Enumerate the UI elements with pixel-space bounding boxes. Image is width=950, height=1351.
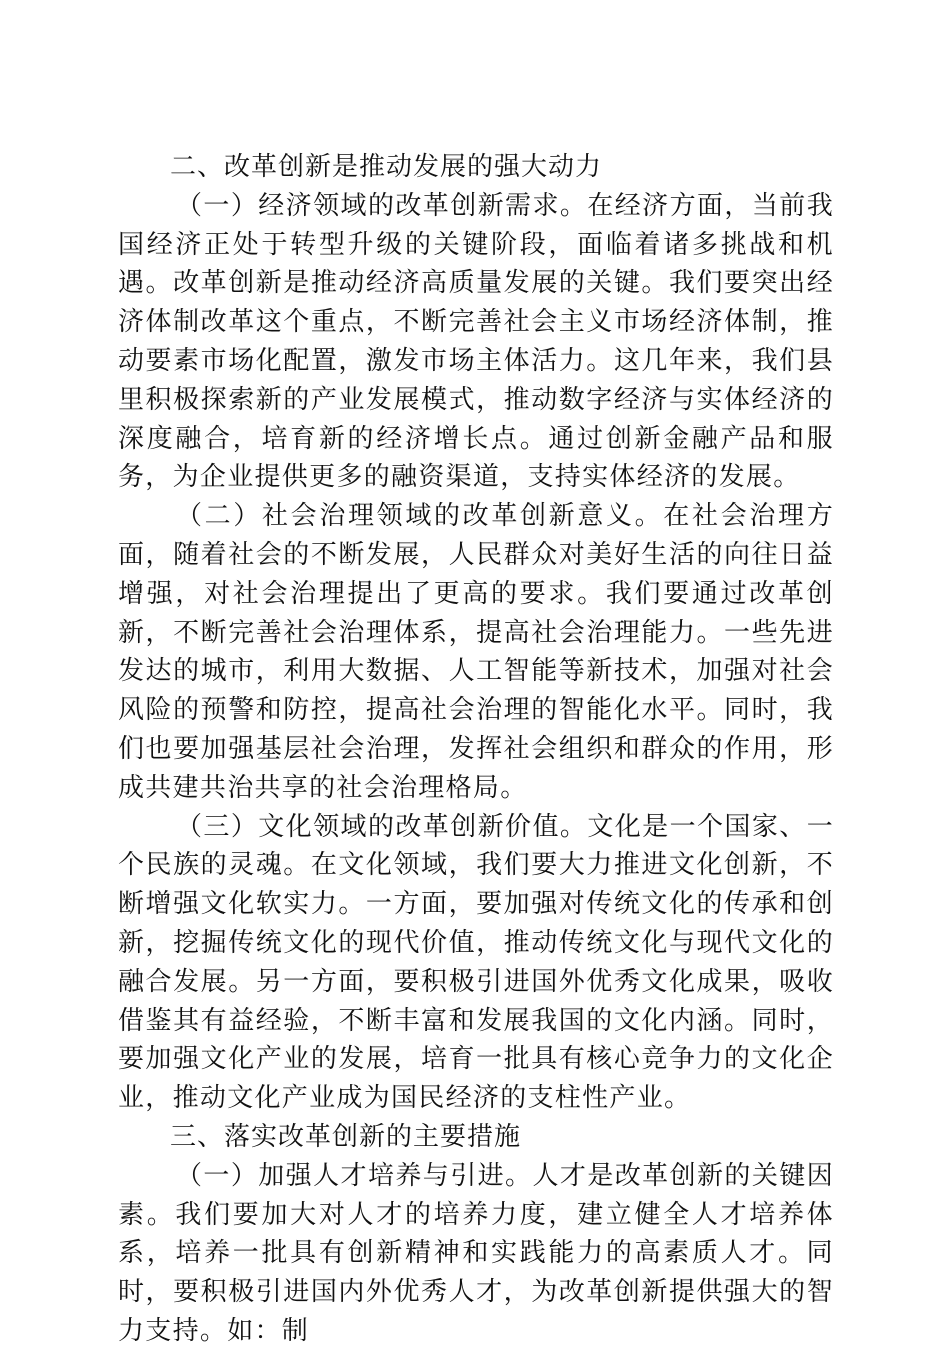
- section-heading: 二、改革创新是推动发展的强大动力: [170, 152, 603, 182]
- paragraph-talent: （一）加强人才培养与引进。人才是改革创新的关键因素。我们要加大对人才的培养力度，建立健全人才培养体系，培养一批具有创新精神和实践能力的高素质人才。同时，要积极引进国内外优秀人才，为改革创新提供强大的智力支持。如：制: [118, 1160, 834, 1346]
- paragraph-social-governance: （二）社会治理领域的改革创新意义。在社会治理方面，随着社会的不断发展，人民群众对美好生活的向往日益增强，对社会治理提出了更高的要求。我们要通过改革创新，不断完善社会治理体系，提高社会治理能力。一些先进发达的城市，利用大数据、人工智能等新技术，加强对社会风险的预警和防控，提高社会治理的智能化水平。同时，我们也要加强基层社会治理，发挥社会组织和群众的作用，形成共建共治共享的社会治理格局。: [118, 501, 834, 803]
- document-body: [118, 148, 834, 1351]
- section-heading: 三、落实改革创新的主要措施: [170, 1121, 522, 1152]
- paragraph-culture: （三）文化领域的改革创新价值。文化是一个国家、一个民族的灵魂。在文化领域，我们要大力推进文化创新，不断增强文化软实力。一方面，要加强对传统文化的传承和创新，挖掘传统文化的现代价值，推动传统文化与现代文化的融合发展。另一方面，要积极引进国外优秀文化成果，吸收借鉴其有益经验，不断丰富和发展我国的文化内涵。同时，要加强文化产业的发展，培育一批具有核心竞争力的文化企业，推动文化产业成为国民经济的支柱性产业。: [118, 811, 834, 1114]
- paragraph-economy: （一）经济领域的改革创新需求。在经济方面，当前我国经济正处于转型升级的关键阶段，面临着诸多挑战和机遇。改革创新是推动经济高质量发展的关键。我们要突出经济体制改革这个重点，不断完善社会主义市场经济体制，推动要素市场化配置，激发市场主体活力。这几年来，我们县里积极探索新的产业发展模式，推动数字经济与实体经济的深度融合，培育新的经济增长点。通过创新金融产品和服务，为企业提供更多的融资渠道，支持实体经济的发展。: [118, 190, 834, 493]
